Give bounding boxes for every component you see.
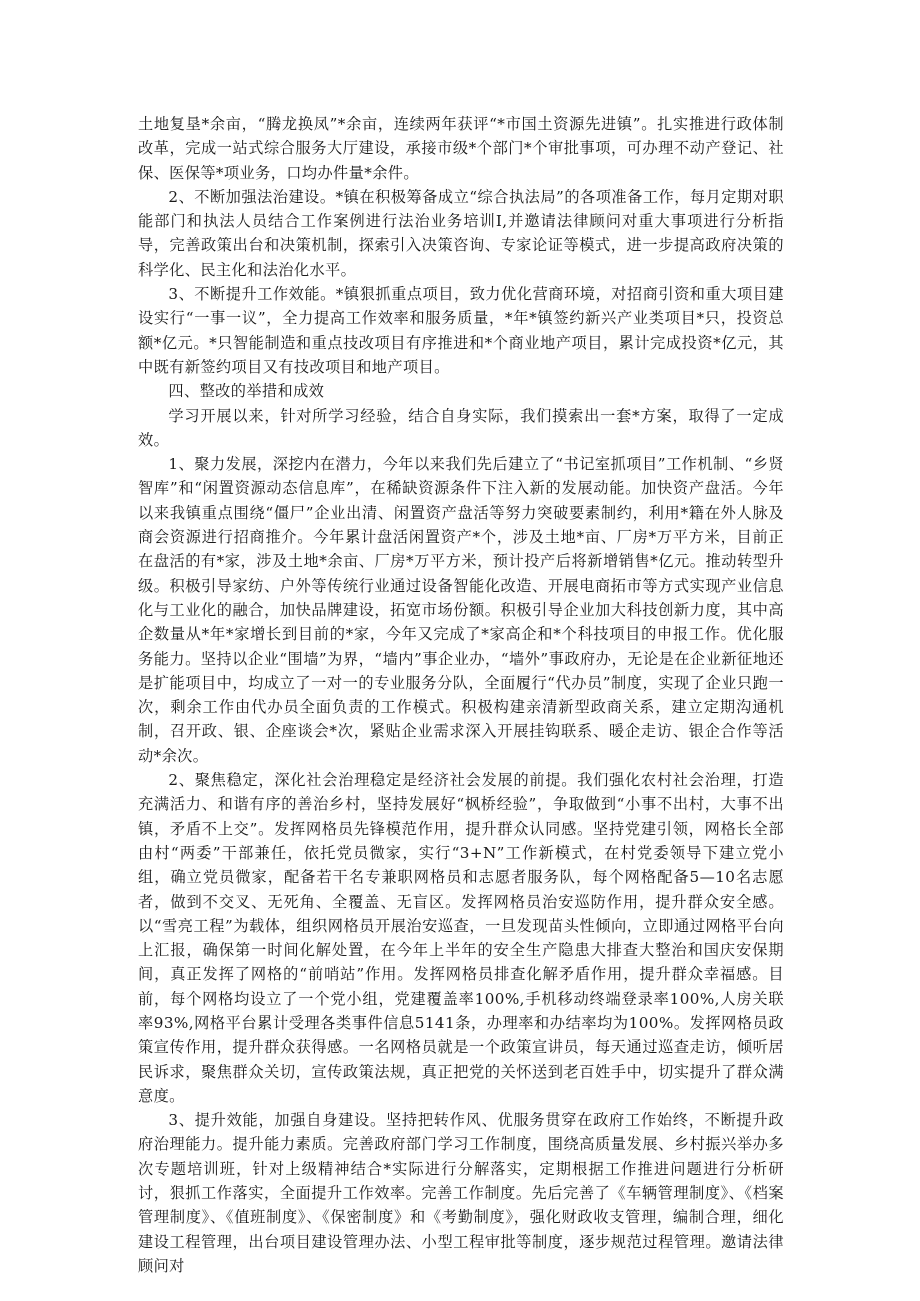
- document-body: [138, 112, 784, 1278]
- paragraph-intro: 学习开展以来，针对所学习经验，结合自身实际，我们摸索出一套*方案，取得了一定成效。: [138, 406, 784, 449]
- paragraph-self-construction: 3、提升效能，加强自身建设。坚持把转作风、优服务贯穿在政府工作始终，不断提升政府治理能力。提升能力素质。完善政府部门学习工作制度，围绕高质量发展、乡村振兴举办多次专题培训班，针对上级精神结合*实际进行分解落实，定期根据工作推进问题进行分析研讨，狠抓工作落实，全面提升工作效率。完善工作制度。先后完善了《车辆管理制度》、《档案管理制度》、《值班制度》、《保密制度》和《考勤制度》，强化财政收支管理，编制合理，细化建设工程管理，出台项目建设管理办法、小型工程审批等制度，逐步规范过程管理。邀请法律顾问对: [138, 1111, 784, 1275]
- paragraph-social-governance: 2、聚焦稳定，深化社会治理稳定是经济社会发展的前提。我们强化农村社会治理，打造充满活力、和谐有序的善治乡村，坚持发展好“枫桥经验”，争取做到“小事不出村，大事不出镇，矛盾不上交”。发挥网格员先锋模范作用，提升群众认同感。坚持党建引领，网格长全部由村“两委”干部兼任，依托党员微家，实行“3+N”工作新模式，在村党委领导下建立党小组，确立党员微家，配备若干名专兼职网格员和志愿者服务队，每个网格配备5—10名志愿者，做到不交叉、无死角、全覆盖、无盲区。发挥网格员治安巡防作用，提升群众安全感。以“雪亮工程”为载体，组织网格员开展治安巡查，一旦发现苗头性倾向，立即通过网格平台向上汇报，确保第一时间化解处置，在今年上半年的安全生产隐患大排查大整治和国庆安保期间，真正发挥了网格的“前哨站”作用。发挥网格员排查化解矛盾作用，提升群众幸福感。目前，每个网格均设立了一个党小组，党建覆盖率100%,手机移动终端登录率100%,人房关联率93%,网格平台累计受理各类事件信息5141条，办理率和办结率均为100%。发挥网格员政策宣传作用，提升群众获得感。一名网格员就是一个政策宣讲员，每天通过巡查走访，倾听居民诉求，聚焦群众关切，宣传政策法规，真正把党的关怀送到老百姓手中，切实提升了群众满意度。: [138, 771, 784, 1105]
- paragraph-development: 1、聚力发展，深挖内在潜力，今年以来我们先后建立了“书记室抓项目”工作机制、“乡贤智库”和“闲置资源动态信息库”，在稀缺资源条件下注入新的发展动能。加快资产盘活。今年以来我镇重点围绕“僵尸”企业出清、闲置资产盘活等努力突破要素制约，利用*籍在外人脉及商会资源进行招商推介。今年累计盘活闲置资产*个，涉及土地*亩、厂房*万平方米，目前正在盘活的有*家，涉及土地*余亩、厂房*万平方米，预计投产后将新增销售*亿元。推动转型升级。积极引导家纺、户外等传统行业通过设备智能化改造、开展电商拓市等方式实现产业信息化与工业化的融合，加快品牌建设，拓宽市场份额。积极引导企业加大科技创新力度，其中高企数量从*年*家增长到目前的*家，今年又完成了*家高企和*个科技项目的申报工作。优化服务能力。坚持以企业“围墙”为界，“墙内”事企业办，“墙外”事政府办，无论是在企业新征地还是扩能项目中，均成立了一对一的专业服务分队，全面履行“代办员”制度，实现了企业只跑一次，剩余工作由代办员全面负责的工作模式。积极构建亲清新型政商关系，建立定期沟通机制，召开政、银、企座谈会*次，紧贴企业需求深入开展挂钩联系、暖企走访、银企合作等活动*余次。: [138, 455, 784, 765]
- paragraph-land-reclamation: 土地复垦*余亩，“腾龙换凤”*余亩，连续两年获评“*市国土资源先进镇”。扎实推进行政体制改革，完成一站式综合服务大厅建设，承接市级*个部门*个审批事项，可办理不动产登记、社保、医保等*项业务，口均办件量*余件。: [138, 115, 784, 182]
- section-heading-rectification: 四、整改的举措和成效: [168, 382, 325, 401]
- paragraph-work-efficiency: 3、不断提升工作效能。*镇狠抓重点项目，致力优化营商环境，对招商引资和重大项目建设实行“一事一议”，全力提高工作效率和服务质量，*年*镇签约新兴产业类项目*只，投资总额*亿元。*只智能制造和重点技改项目有序推进和*个商业地产项目，累计完成投资*亿元，其中既有新签约项目又有技改项目和地产项目。: [138, 285, 784, 376]
- paragraph-rule-of-law: 2、不断加强法治建设。*镇在积极筹备成立“综合执法局”的各项准备工作，每月定期对职能部门和执法人员结合工作案例进行法治业务培训I,并邀请法律顾问对重大事项进行分析指导，完善政策出台和决策机制，探索引入决策咨询、专家论证等模式，进一步提高政府决策的科学化、民主化和法治化水平。: [138, 187, 784, 279]
